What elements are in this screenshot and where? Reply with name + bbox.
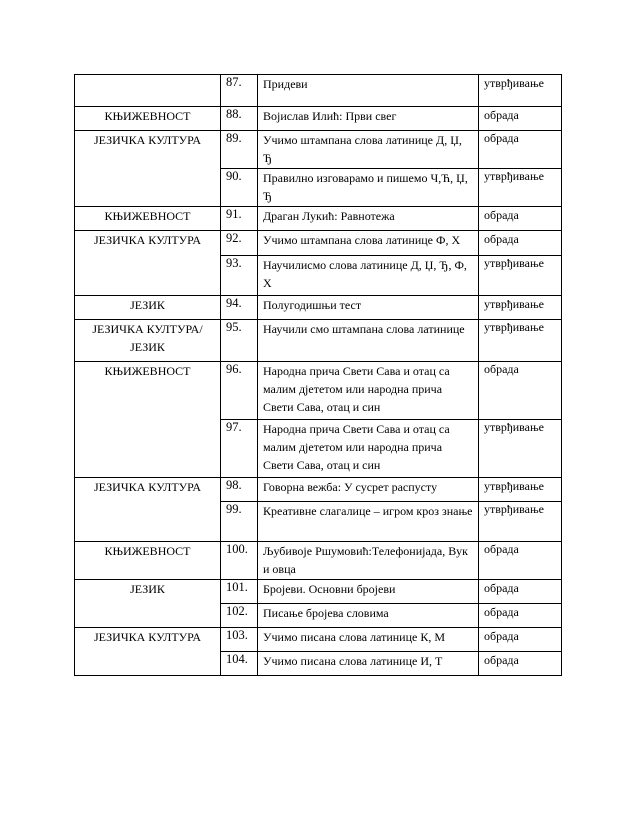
lesson-number-cell: 98. — [221, 478, 258, 502]
lesson-number-cell: 97. — [221, 420, 258, 478]
subject-area-cell: КЊИЖЕВНОСТ — [75, 542, 221, 580]
lesson-topic-cell: Креативне слагалице – игром кроз знање — [258, 502, 479, 542]
lesson-number-cell: 104. — [221, 652, 258, 676]
lesson-number-cell: 95. — [221, 320, 258, 362]
subject-area-cell: ЈЕЗИЧКА КУЛТУРА — [75, 628, 221, 676]
lesson-number-cell: 92. — [221, 231, 258, 256]
lesson-type-cell: утврђивање — [479, 478, 562, 502]
subject-area-cell: ЈЕЗИЧКА КУЛТУРА — [75, 131, 221, 207]
subject-area-cell: ЈЕЗИК — [75, 580, 221, 628]
table-row — [75, 207, 562, 231]
lesson-type-cell: утврђивање — [479, 75, 562, 107]
table-row — [75, 362, 562, 420]
subject-area-cell: ЈЕЗИК — [75, 296, 221, 320]
table-row — [75, 107, 562, 131]
table-row — [75, 478, 562, 502]
lesson-topic-cell: Бројеви. Основни бројеви — [258, 580, 479, 604]
lesson-topic-cell: Учимо писана слова латинице К, М — [258, 628, 479, 652]
lesson-topic-cell: Народна прича Свети Сава и отац са малим дјететом или народна прича Свети Сава, отац и син — [258, 420, 479, 478]
lesson-plan-table — [74, 74, 562, 676]
lesson-type-cell: обрада — [479, 580, 562, 604]
lesson-number-cell: 103. — [221, 628, 258, 652]
lesson-topic-cell: Научили смо штампана слова латинице — [258, 320, 479, 362]
lesson-topic-cell: Војислав Илић: Први свег — [258, 107, 479, 131]
table-row — [75, 296, 562, 320]
lesson-type-cell: обрада — [479, 207, 562, 231]
lesson-topic-cell: Учимо штампана слова латинице Д, Џ, Ђ — [258, 131, 479, 169]
lesson-number-cell: 102. — [221, 604, 258, 628]
lesson-topic-cell: Придеви — [258, 75, 479, 107]
lesson-type-cell: утврђивање — [479, 502, 562, 542]
lesson-type-cell: обрада — [479, 628, 562, 652]
lesson-number-cell: 88. — [221, 107, 258, 131]
lesson-number-cell: 100. — [221, 542, 258, 580]
lesson-type-cell: утврђивање — [479, 320, 562, 362]
table-row — [75, 320, 562, 362]
table-row — [75, 580, 562, 604]
lesson-type-cell: утврђивање — [479, 420, 562, 478]
lesson-type-cell: утврђивање — [479, 169, 562, 207]
lesson-type-cell: утврђивање — [479, 256, 562, 296]
subject-area-cell: КЊИЖЕВНОСТ — [75, 207, 221, 231]
table-row — [75, 628, 562, 652]
lesson-number-cell: 101. — [221, 580, 258, 604]
subject-area-cell: КЊИЖЕВНОСТ — [75, 362, 221, 478]
lesson-type-cell: обрада — [479, 652, 562, 676]
lesson-type-cell: обрада — [479, 107, 562, 131]
lesson-number-cell: 90. — [221, 169, 258, 207]
subject-area-cell — [75, 75, 221, 107]
lesson-number-cell: 89. — [221, 131, 258, 169]
lesson-number-cell: 94. — [221, 296, 258, 320]
table-row — [75, 131, 562, 169]
lesson-type-cell: обрада — [479, 362, 562, 420]
lesson-type-cell: обрада — [479, 604, 562, 628]
lesson-topic-cell: Народна прича Свети Сава и отац са малим дјететом или народна прича Свети Сава, отац и син — [258, 362, 479, 420]
lesson-topic-cell: Учимо писана слова латинице И, Т — [258, 652, 479, 676]
table-row — [75, 75, 562, 107]
lesson-type-cell: обрада — [479, 231, 562, 256]
lesson-plan-body — [75, 75, 562, 676]
lesson-number-cell: 96. — [221, 362, 258, 420]
table-row — [75, 542, 562, 580]
subject-area-cell: ЈЕЗИЧКА КУЛТУРА — [75, 231, 221, 296]
subject-area-cell: ЈЕЗИЧКА КУЛТУРА — [75, 478, 221, 542]
lesson-topic-cell: Говорна вежба: У сусрет распусту — [258, 478, 479, 502]
lesson-number-cell: 99. — [221, 502, 258, 542]
lesson-topic-cell: Писање бројева словима — [258, 604, 479, 628]
subject-area-cell: КЊИЖЕВНОСТ — [75, 107, 221, 131]
lesson-topic-cell: Правилно изговарамо и пишемо Ч,Ћ, Џ, Ђ — [258, 169, 479, 207]
lesson-type-cell: обрада — [479, 542, 562, 580]
subject-area-cell: ЈЕЗИЧКА КУЛТУРА/ЈЕЗИК — [75, 320, 221, 362]
lesson-topic-cell: Полугодишњи тест — [258, 296, 479, 320]
lesson-number-cell: 91. — [221, 207, 258, 231]
lesson-number-cell: 87. — [221, 75, 258, 107]
lesson-topic-cell: Драган Лукић: Равнотежа — [258, 207, 479, 231]
lesson-number-cell: 93. — [221, 256, 258, 296]
lesson-topic-cell: Љубивоје Ршумовић:Телефонијада, Вук и овца — [258, 542, 479, 580]
lesson-type-cell: утврђивање — [479, 296, 562, 320]
lesson-topic-cell: Научилисмо слова латинице Д, Џ, Ђ, Ф, Х — [258, 256, 479, 296]
lesson-topic-cell: Учимо штампана слова латинице Ф, Х — [258, 231, 479, 256]
lesson-type-cell: обрада — [479, 131, 562, 169]
table-row — [75, 231, 562, 256]
